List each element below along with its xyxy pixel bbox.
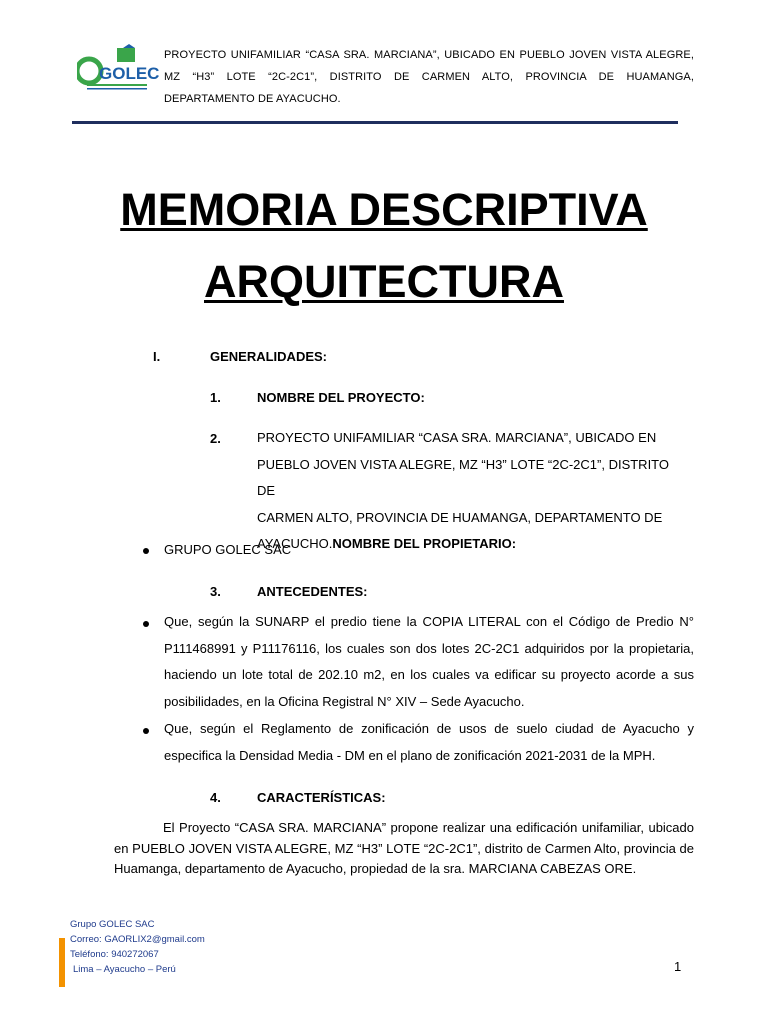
section-1-heading: GENERALIDADES: (210, 349, 328, 364)
footer-location: Lima – Ayacucho – Perú (73, 964, 176, 975)
item-2-line2: PUEBLO JOVEN VISTA ALEGRE, MZ “H3” LOTE “2C-2C1”, DISTRITO DE (257, 456, 669, 498)
owner-bullet-text: GRUPO GOLEC SAC (164, 542, 292, 557)
section-1-number: I. (153, 349, 161, 364)
item-2-line4 (257, 531, 687, 558)
header-project-text: PROYECTO UNIFAMILIAR “CASA SRA. MARCIANA”, UBICADO EN PUEBLO JOVEN VISTA ALEGRE, MZ “H3” LOTE “2C-2C1”, DISTRITO DE CARMEN ALTO, PROVINCIA DE HUAMANGA, DEPARTAMENTO DE AYACUCHO. (164, 49, 694, 105)
bullet-dot (143, 548, 149, 554)
document-title-line2: ARQUITECTURA (204, 256, 564, 307)
header-divider (72, 121, 678, 124)
item-2-line4-text: AYACUCHO. (257, 536, 333, 551)
footer-phone: Teléfono: 940272067 (70, 949, 159, 960)
company-logo (77, 44, 161, 96)
item-3-number: 3. (210, 584, 221, 599)
item-2-line3: CARMEN ALTO, PROVINCIA DE HUAMANGA, DEPARTAMENTO DE (257, 509, 663, 525)
caracteristicas-paragraph: El Proyecto “CASA SRA. MARCIANA” propone realizar una edificación unifamiliar, ubicado en PUEBLO JOVEN VISTA ALEGRE, MZ “H3” LOTE “2C-2C1”, distrito de Carmen Alto, provincia de Huamanga, departamento de Ayacucho, propiedad de la sra. MARCIANA CABEZAS ORE. (114, 820, 694, 876)
logo-text: GOLEC (99, 64, 160, 83)
footer-accent-bar (59, 938, 65, 987)
antecedente-1: Que, según la SUNARP el predio tiene la COPIA LITERAL con el Código de Predio N° P111468991 y P11176116, los cuales son dos lotes 2C-2C1 adquiridos por la propietaria, haciendo un lote total de 202.10 m2, en los cuales va edificar su proyecto acorde a sus posibilidades, en la Oficina Registral N° XIV – Sede Ayacucho. (164, 614, 694, 709)
document-title-line1: MEMORIA DESCRIPTIVA (120, 184, 648, 235)
item-3-heading: ANTECEDENTES: (257, 584, 368, 599)
item-1-number: 1. (210, 390, 221, 405)
footer-contact (70, 917, 205, 977)
item-2-line1: PROYECTO UNIFAMILIAR “CASA SRA. MARCIANA”, UBICADO EN (257, 430, 657, 445)
bullet-dot (143, 621, 149, 627)
footer-email: Correo: GAORLIX2@gmail.com (70, 934, 205, 945)
item-4-heading: CARACTERÍSTICAS: (257, 790, 386, 805)
antecedente-2: Que, según el Reglamento de zonificación de usos de suelo ciudad de Ayacucho y especifica la Densidad Media - DM en el plano de zonificación 2021-2031 de la MPH. (164, 721, 694, 763)
footer-company: Grupo GOLEC SAC (70, 919, 155, 930)
bullet-dot (143, 728, 149, 734)
item-4-number: 4. (210, 790, 221, 805)
owner-heading: NOMBRE DEL PROPIETARIO: (332, 536, 517, 551)
page-number: 1 (674, 959, 682, 974)
item-1-heading: NOMBRE DEL PROYECTO: (257, 390, 425, 405)
item-2-text (257, 425, 687, 558)
item-2-number: 2. (210, 431, 221, 446)
